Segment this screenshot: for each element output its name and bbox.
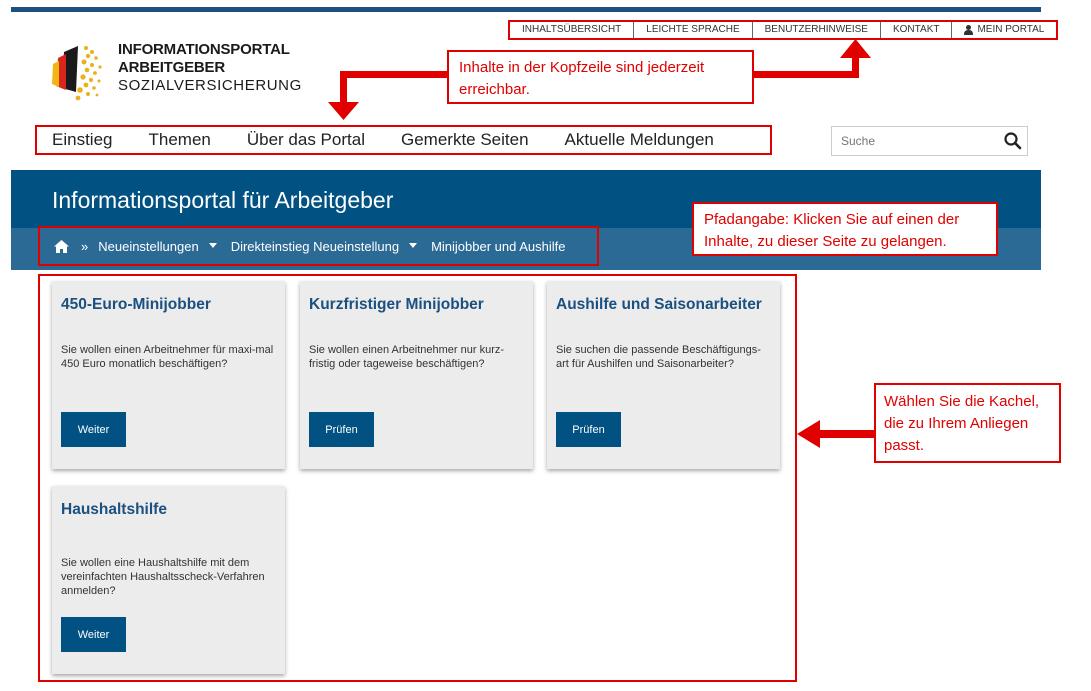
breadcrumb bbox=[38, 226, 599, 266]
breadcrumb-item-direkteinstieg[interactable]: Direkteinstieg Neueinstellung bbox=[230, 238, 400, 254]
user-icon bbox=[964, 25, 973, 35]
search-input[interactable] bbox=[832, 133, 1003, 149]
utility-link-kontakt[interactable]: KONTAKT bbox=[881, 22, 952, 38]
tile-text: Sie wollen einen Arbeitnehmer nur kurz-fristig oder tageweise beschäftigen? bbox=[309, 344, 505, 370]
nav-item-einstieg[interactable]: Einstieg bbox=[52, 130, 113, 149]
utility-nav bbox=[508, 20, 1058, 40]
callout-tiles: Wählen Sie die Kachel, die zu Ihrem Anliegen passt. bbox=[874, 383, 1061, 463]
breadcrumb-separator: » bbox=[81, 238, 89, 254]
arrow-to-utility-nav bbox=[754, 39, 871, 78]
utility-link-mein-portal[interactable] bbox=[952, 22, 1056, 38]
nav-item-gemerkte-seiten[interactable]: Gemerkte Seiten bbox=[400, 130, 529, 149]
arrow-to-main-nav bbox=[328, 71, 448, 120]
tile-title: Aushilfe und Saisonarbeiter bbox=[556, 296, 762, 313]
logo-icon[interactable] bbox=[50, 40, 110, 102]
nav-item-aktuelle-meldungen[interactable]: Aktuelle Meldungen bbox=[564, 130, 714, 149]
callout-breadcrumb: Pfadangabe: Klicken Sie auf einen der Inhalte, zu dieser Seite zu gelangen. bbox=[692, 202, 998, 256]
tile-haushaltshilfe bbox=[52, 486, 285, 674]
tile-450-euro-minijobber bbox=[52, 281, 285, 469]
tile-aushilfe-saisonarbeiter bbox=[547, 281, 780, 469]
logo-line-2: ARBEITGEBER bbox=[118, 59, 225, 76]
home-icon[interactable] bbox=[54, 240, 69, 253]
main-nav bbox=[35, 125, 772, 155]
tile-kurzfristiger-minijobber bbox=[300, 281, 533, 469]
weiter-button[interactable]: Weiter bbox=[61, 412, 126, 447]
nav-item-themen[interactable]: Themen bbox=[148, 130, 211, 149]
utility-link-benutzerhinweise[interactable]: BENUTZERHINWEISE bbox=[753, 22, 881, 38]
caret-down-icon[interactable] bbox=[409, 243, 417, 248]
top-accent-bar bbox=[11, 7, 1041, 12]
tile-text: Sie wollen eine Haushaltshilfe mit dem vereinfachten Haushaltsscheck-Verfahren anmelden? bbox=[61, 557, 265, 597]
arrow-to-tiles bbox=[797, 420, 874, 448]
search-box bbox=[831, 126, 1028, 156]
weiter-button[interactable]: Weiter bbox=[61, 617, 126, 652]
tile-title: Kurzfristiger Minijobber bbox=[309, 296, 484, 313]
logo-text[interactable] bbox=[118, 41, 302, 95]
mein-portal-label: MEIN PORTAL bbox=[977, 24, 1045, 35]
tile-text: Sie wollen einen Arbeitnehmer für maxi-mal 450 Euro monatlich beschäftigen? bbox=[61, 344, 274, 370]
pruefen-button[interactable]: Prüfen bbox=[309, 412, 374, 447]
tile-title: Haushaltshilfe bbox=[61, 501, 167, 518]
nav-item-ueber-das-portal[interactable]: Über das Portal bbox=[246, 130, 365, 149]
utility-link-inhaltsuebersicht[interactable]: INHALTSÜBERSICHT bbox=[510, 22, 634, 38]
callout-header: Inhalte in der Kopfzeile sind jederzeit erreichbar. bbox=[447, 50, 754, 104]
search-icon[interactable] bbox=[1003, 131, 1023, 151]
caret-down-icon[interactable] bbox=[209, 243, 217, 248]
breadcrumb-item-current: Minijobber und Aushilfe bbox=[431, 238, 566, 254]
logo-line-1: INFORMATIONSPORTAL bbox=[118, 41, 290, 58]
tile-title: 450-Euro-Minijobber bbox=[61, 296, 211, 313]
page-title: Informationsportal für Arbeitgeber bbox=[52, 187, 394, 213]
pruefen-button[interactable]: Prüfen bbox=[556, 412, 621, 447]
logo-line-3: SOZIALVERSICHERUNG bbox=[118, 77, 302, 94]
tile-text: Sie suchen die passende Beschäftigungs-art für Aushilfen und Saisonarbeiter? bbox=[556, 344, 761, 370]
utility-link-leichte-sprache[interactable]: LEICHTE SPRACHE bbox=[634, 22, 752, 38]
breadcrumb-item-neueinstellungen[interactable]: Neueinstellungen bbox=[98, 238, 199, 254]
